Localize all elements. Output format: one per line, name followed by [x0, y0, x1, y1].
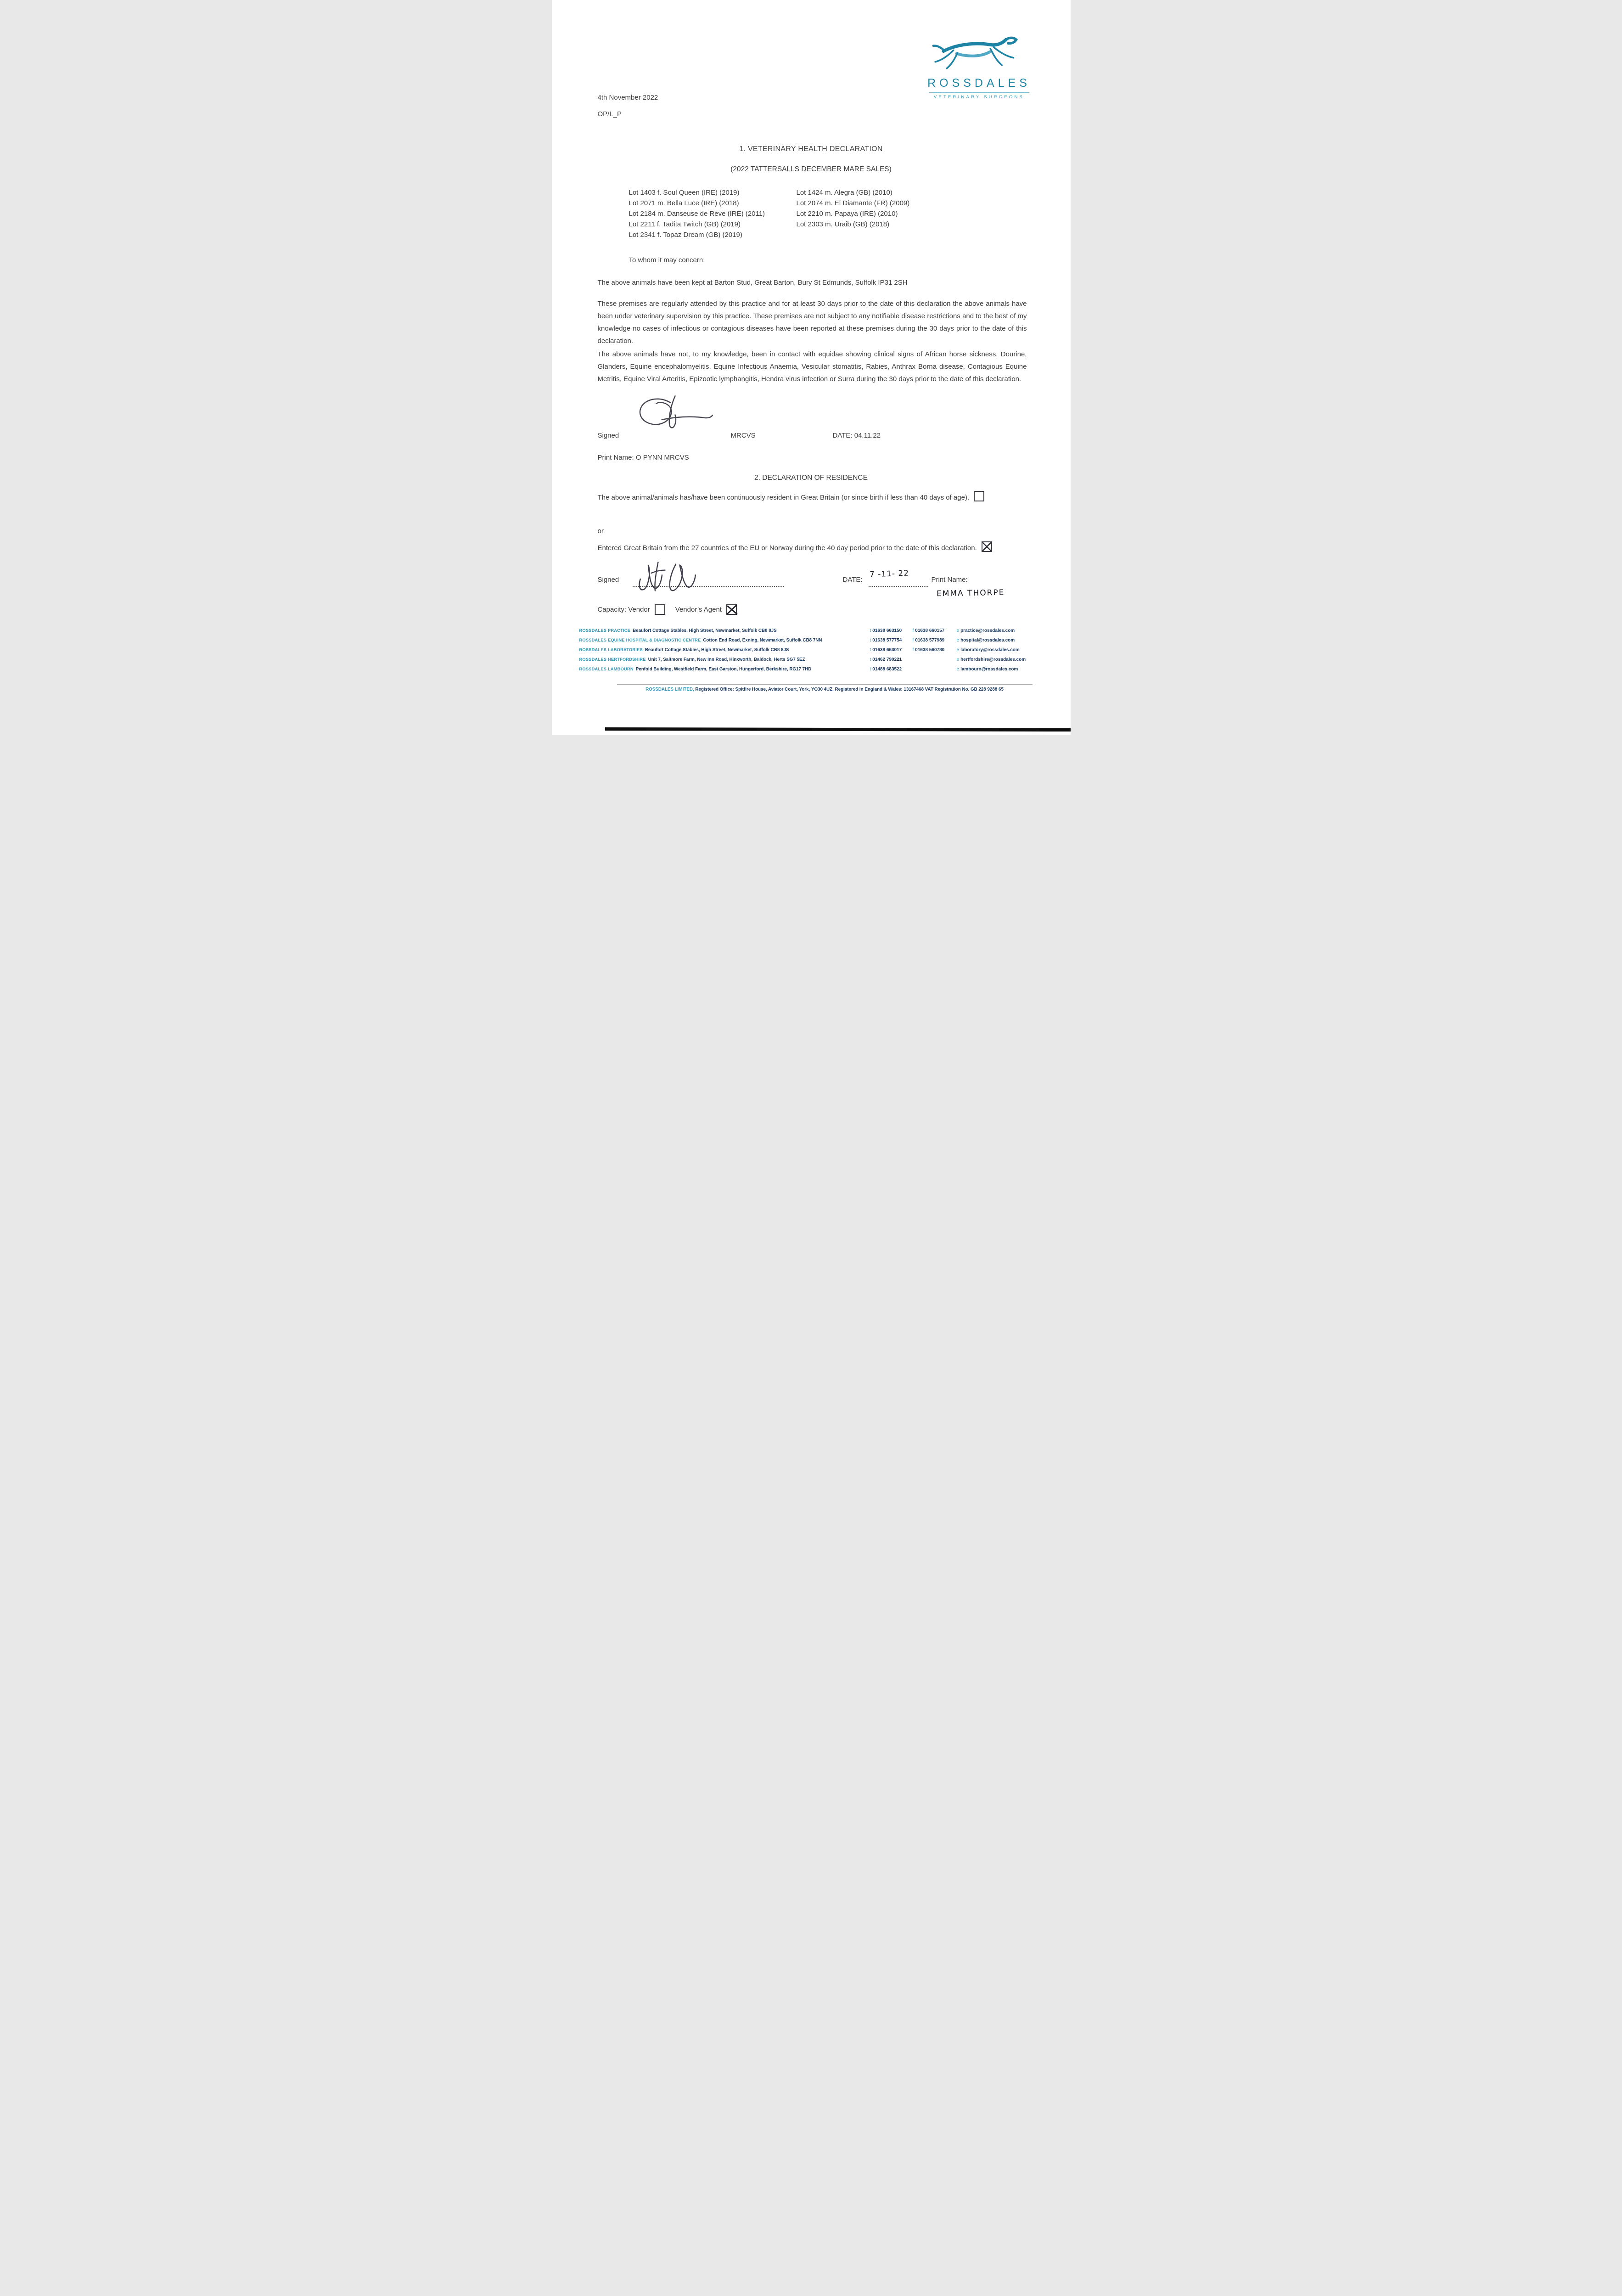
footer-row [579, 628, 1061, 638]
residence-option-text: The above animal/animals has/have been continuously resident in Great Britain (or since birth if less than 40 days of age). [597, 494, 970, 501]
legal-company-name: ROSSDALES LIMITED, [645, 687, 694, 692]
section2-title: 2. DECLARATION OF RESIDENCE [754, 474, 868, 482]
vendor-checkbox [655, 604, 665, 615]
tel-value: 01638 577754 [872, 638, 902, 643]
salutation: To whom it may concern: [629, 256, 705, 264]
rossdales-logo [926, 32, 1032, 100]
or-label: or [597, 527, 604, 535]
tel-prefix: t [870, 647, 871, 653]
email-prefix: e [956, 638, 960, 643]
email-value: laboratory@rossdales.com [960, 647, 1020, 653]
tel-value: 01488 683522 [872, 667, 902, 672]
checkbox-x-mark [727, 605, 737, 614]
section1-title: 1. VETERINARY HEALTH DECLARATION [739, 145, 883, 153]
print-name-label-2: Print Name: [931, 576, 968, 584]
logo-rule [929, 92, 1029, 93]
lot-line: Lot 2341 f. Topaz Dream (GB) (2019) [629, 231, 742, 239]
location-address: Unit 7, Saltmore Farm, New Inn Road, Hinxworth, Baldock, Herts SG7 5EZ [648, 657, 805, 662]
horse-logo-icon [932, 68, 1027, 75]
handwritten-print-name: EMMA THORPE [936, 588, 1005, 599]
footer-row [579, 667, 1061, 676]
handwritten-date: 7 -11- 22 [869, 568, 909, 580]
section1-subtitle: (2022 TATTERSALLS DECEMBER MARE SALES) [730, 165, 892, 173]
footer-locations [579, 628, 1061, 676]
location-address: Penfold Building, Westfield Farm, East Garston, Hungerford, Berkshire, RG17 7HD [635, 667, 812, 672]
letter-date: 4th November 2022 [597, 94, 658, 101]
lot-list-column-2 [797, 187, 910, 230]
lot-line: Lot 2074 m. El Diamante (FR) (2009) [796, 199, 910, 207]
tel-value: 01638 663017 [872, 647, 902, 653]
date-label-2: DATE: [842, 576, 863, 584]
location-name: ROSSDALES LABORATORIES [579, 647, 643, 652]
fax-value: 01638 660157 [915, 628, 945, 633]
lot-line: Lot 2303 m. Uraib (GB) (2018) [796, 220, 890, 228]
paragraph-premises: These premises are regularly attended by this practice and for at least 30 days prior to the date of this declaration the above animals have been under veterinary supervision by this practice. These premises are not subject to any notifiable disease restrictions and to the best of my knowledge no cases of infectious or contagious diseases have been reported at these premises during the 30 days prior to the date of this declaration. [597, 300, 1027, 345]
entered-gb-checkbox [982, 541, 992, 552]
capacity-row [598, 604, 737, 615]
vendors-agent-label: Vendor’s Agent [675, 606, 722, 613]
location-address: Beaufort Cottage Stables, High Street, Newmarket, Suffolk CB8 8JS [645, 647, 789, 653]
tel-prefix: t [870, 657, 871, 662]
vendors-agent-checkbox [726, 604, 737, 615]
residence-checkbox [974, 491, 984, 501]
email-value: lambourn@rossdales.com [960, 667, 1018, 672]
fax-prefix: f [912, 647, 914, 653]
paragraph-kept-at: The above animals have been kept at Barton Stud, Great Barton, Bury St Edmunds, Suffolk IP31 2SH [597, 279, 908, 287]
tel-prefix: t [870, 628, 871, 633]
signed-label: Signed [597, 432, 619, 439]
location-name: ROSSDALES EQUINE HOSPITAL & DIAGNOSTIC CENTRE [579, 638, 701, 642]
fax-value: 01638 577989 [915, 638, 945, 643]
logo-tagline: VETERINARY SURGEONS [933, 95, 1025, 100]
email-value: practice@rossdales.com [960, 628, 1015, 633]
lot-line: Lot 1403 f. Soul Queen (IRE) (2019) [629, 189, 740, 197]
location-name: ROSSDALES HERTFORDSHIRE [579, 657, 646, 662]
declaration-date: DATE: 04.11.22 [832, 432, 881, 439]
fax-value: 01638 560780 [915, 647, 945, 653]
entered-gb-option-text: Entered Great Britain from the 27 countries of the EU or Norway during the 40 day period prior to the date of this declaration. [597, 544, 977, 552]
email-prefix: e [956, 628, 960, 633]
lot-line: Lot 2211 f. Tadita Twitch (GB) (2019) [629, 220, 741, 228]
paragraph-contact: The above animals have not, to my knowledge, been in contact with equidae showing clinical signs of African horse sickness, Dourine, Glanders, Equine encephalomyelitis, Equine Infectious Anaemia, Vesicular stomatitis, Rabies, Anthrax Borna disease, Contagious Equine Metritis, Equine Viral Arteritis, Epizootic lymphangitis, Hendra virus infection or Surra during the 30 days prior to the date of this declaration. [597, 350, 1027, 383]
tel-prefix: t [870, 638, 871, 643]
signed-label-2: Signed [597, 576, 619, 584]
letter-reference: OP/L_P [597, 110, 622, 118]
print-name-line: Print Name: O PYNN MRCVS [597, 454, 689, 461]
footer-row [579, 638, 1061, 647]
tel-value: 01462 790221 [872, 657, 902, 662]
checkbox-x-mark [983, 543, 991, 551]
residence-option [598, 490, 1013, 505]
footer-row [579, 647, 1061, 657]
lot-line: Lot 2210 m. Papaya (IRE) (2010) [796, 210, 898, 218]
legal-text: Registered Office: Spitfire House, Aviator Court, York, YO30 4UZ. Registered in England & Wales: 13167468 VAT Registration No. GB 228 9288 65 [694, 687, 1004, 692]
footer-row [579, 657, 1061, 667]
logo-wordmark: ROSSDALES [927, 77, 1031, 90]
legal-line [617, 684, 1033, 692]
tel-value: 01638 663150 [872, 628, 902, 633]
lot-line: Lot 2184 m. Danseuse de Reve (IRE) (2011) [629, 210, 765, 218]
qualification-label: MRCVS [730, 432, 756, 439]
document-page [552, 0, 1071, 735]
capacity-vendor-label: Capacity: Vendor [597, 606, 650, 613]
email-prefix: e [956, 667, 960, 672]
entered-gb-option [598, 541, 1013, 556]
lot-list-column-1 [629, 187, 765, 240]
location-name: ROSSDALES PRACTICE [579, 628, 631, 633]
fax-prefix: f [912, 638, 914, 643]
vet-signature [634, 393, 716, 438]
location-address: Cotton End Road, Exning, Newmarket, Suffolk CB8 7NN [703, 638, 822, 643]
tel-prefix: t [870, 667, 871, 672]
fax-prefix: f [912, 628, 914, 633]
scan-edge-line [605, 727, 1070, 732]
location-name: ROSSDALES LAMBOURN [579, 667, 634, 671]
lot-line: Lot 2071 m. Bella Luce (IRE) (2018) [629, 199, 739, 207]
agent-signature [634, 559, 703, 596]
location-address: Beaufort Cottage Stables, High Street, Newmarket, Suffolk CB8 8JS [633, 628, 777, 633]
email-value: hospital@rossdales.com [960, 638, 1015, 643]
lot-line: Lot 1424 m. Alegra (GB) (2010) [796, 189, 892, 197]
email-value: hertfordshire@rossdales.com [960, 657, 1026, 662]
date-dotted-line [869, 576, 928, 587]
email-prefix: e [956, 647, 960, 653]
email-prefix: e [956, 657, 960, 662]
